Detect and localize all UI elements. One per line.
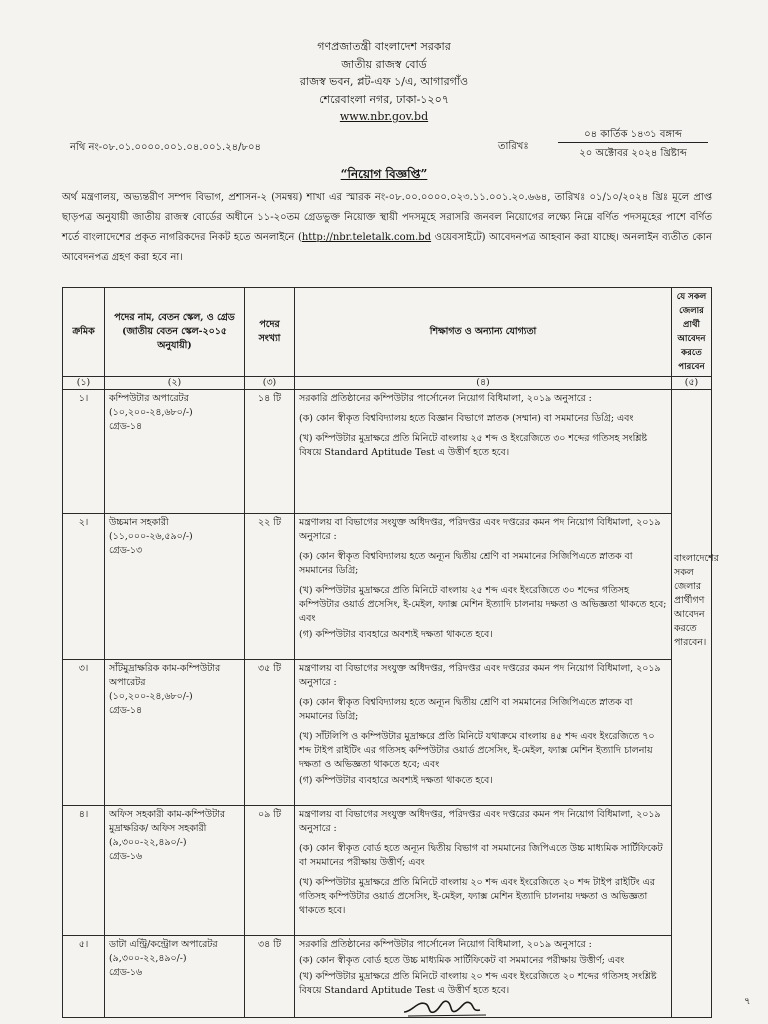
- post-scale: (১০,২০০-২৪,৬৮০/-): [109, 407, 193, 418]
- header-qualification: শিক্ষাগত ও অন্যান্য যোগ্যতা: [295, 288, 672, 377]
- signature-mark-icon: [400, 994, 490, 1020]
- post-name: উচ্চমান সহকারী: [109, 517, 169, 528]
- qualification-line: মন্ত্রণালয় বা বিভাগের সংযুক্ত অধিদপ্তর, পরিদপ্তর এবং দপ্তরের কমন পদ নিয়োগ বিধিমালা, ২০১৯ অনুসারে :: [299, 809, 661, 834]
- header-post: পদের নাম, বেতন স্কেল, ও গ্রেড (জাতীয় বেতন স্কেল-২০১৫ অনুযায়ী): [105, 288, 245, 377]
- teletalk-link[interactable]: http://nbr.teletalk.com.bd: [301, 232, 432, 243]
- intro-text-after: ওয়েবসাইটে) আবেদনপত্র আহবান করা যাচ্ছে। অনলাইন ব্যতীত কোন আবেদনপত্র গ্রহণ করা হবে না।: [62, 232, 712, 263]
- board-name: জাতীয় রাজস্ব বোর্ড: [341, 57, 427, 71]
- header-count: পদের সংখ্যা: [245, 288, 295, 377]
- date-english: ২০ অক্টোবর ২০২৪ খ্রিষ্টাব্দ: [579, 148, 687, 159]
- edge-mark: ৭: [744, 996, 751, 1007]
- row-post: [105, 390, 245, 514]
- qualification-line: (খ) কম্পিউটার মুদ্রাক্ষরে প্রতি মিনিটে বাংলায় ২৫ শব্দ এবং ইংরেজিতে ৩০ শব্দের গতিসহ কম্পিউটার ওয়ার্ড প্রসেসিং, ই-মেইল, ফ্যাক্স মেশিন ইত্যাদি চালনায় দক্ষতা ও অভিজ্ঞতা থাকতে হবে; এবং: [299, 585, 667, 624]
- intro-text: অর্থ মন্ত্রণালয়, অভ্যন্তরীণ সম্পদ বিভাগ, প্রশাসন-২ (সমন্বয়) শাখা এর স্মারক নং-০৮.০০.০০০০.০২৩.১১.০০১.২০.৬৬৪, তারিখঃ ০১/১০/২০২৪ খ্রিঃ মূলে প্রাপ্ত ছাড়পত্র অনুযায়ী জাতীয় রাজস্ব বোর্ডের অধীনে ১১-২০তম গ্রেডভুক্ত নিয়োক্ত স্থায়ী পদসমূহে সরাসরি জনবল নিয়োগের লক্ষ্যে নিম্নে বর্ণিত পদসমূহের পাশে বর্ণিত শর্তে বাংলাদেশের প্রকৃত নাগরিকদের নিকট হতে অনলাইনে (: [62, 192, 712, 243]
- header-districts: যে সকল জেলার প্রার্থী আবেদন করতে পারবেন: [672, 288, 712, 377]
- post-scale: (৯,৩০০-২২,৪৯০/-): [109, 953, 187, 964]
- table-row: [63, 390, 712, 514]
- notice-title: “নিয়োগ বিজ্ঞপ্তি”: [340, 167, 428, 181]
- letterhead: [0, 38, 768, 126]
- qualification-line: সরকারি প্রতিষ্ঠানের কম্পিউটার পার্সোনেল নিয়োগ বিধিমালা, ২০১৯ অনুসারে :: [299, 393, 592, 404]
- address-line: রাজস্ব ভবন, প্লট-এফ ১/এ, আগারগাঁও: [299, 75, 469, 88]
- posts-table: [62, 287, 719, 1018]
- column-number-row: [63, 377, 712, 390]
- qualification-line: (খ) কম্পিউটার মুদ্রাক্ষরে প্রতি মিনিটে বাংলায় ২০ শব্দ এবং ইংরেজিতে ২০ শব্দের গতিসহ সংশ্লিষ্ট বিষয়ে Standard Aptitude Test এ উত্তীর্ণ হতে হবে।: [299, 971, 657, 996]
- qualification-line: (ক) কোন স্বীকৃত বিশ্ববিদ্যালয় হতে অন্যূন দ্বিতীয় শ্রেণি বা সমমানের সিজিপিএতে স্নাতক বা সমমানের ডিগ্রি;: [299, 551, 633, 576]
- col-number: (৫): [672, 377, 712, 390]
- row-qualification: [295, 390, 672, 514]
- qualification-line: (ক) কোন স্বীকৃত বোর্ড হতে অন্যূন দ্বিতীয় বিভাগ বা সমমানের জিপিএতে উচ্চ মাধ্যমিক সার্টিফিকেট বা সমমানের পরীক্ষায় উত্তীর্ণ; এবং: [299, 843, 663, 868]
- row-post: [105, 936, 245, 1018]
- qualification-line: (ক) কোন স্বীকৃত বিশ্ববিদ্যালয় হতে বিজ্ঞান বিভাগে স্নাতক (সম্মান) বা সমমানের ডিগ্রি; এবং: [299, 413, 634, 424]
- row-post: [105, 660, 245, 806]
- row-count: ৩৪ টি: [245, 936, 295, 1018]
- website-link[interactable]: www.nbr.gov.bd: [339, 110, 429, 123]
- post-grade: গ্রেড-১৬: [109, 851, 143, 862]
- post-scale: (৯,৩০০-২২,৪৯০/-): [109, 837, 187, 848]
- row-qualification: [295, 514, 672, 660]
- date-bangla: ০৪ কার্তিক ১৪৩১ বঙ্গাব্দ: [584, 129, 682, 140]
- col-number: (৪): [295, 377, 672, 390]
- post-name: ডাটা এন্ট্রি/কন্ট্রোল অপারেটর: [109, 939, 218, 950]
- post-name: সাঁটমুদ্রাক্ষরিক কাম-কম্পিউটার অপারেটর: [109, 663, 221, 688]
- row-serial: ২।: [63, 514, 105, 660]
- row-districts: [672, 390, 719, 1018]
- row-serial: ৩।: [63, 660, 105, 806]
- row-count: ২২ টি: [245, 514, 295, 660]
- post-grade: গ্রেড-১৩: [109, 545, 143, 556]
- row-post: [105, 806, 245, 936]
- qualification-line: (ক) কোন স্বীকৃত বিশ্ববিদ্যালয় হতে অন্যূন দ্বিতীয় শ্রেণি বা সমমানের সিজিপিএতে স্নাতক বা সমমানের ডিগ্রি;: [299, 697, 633, 722]
- qualification-line: (ক) কোন স্বীকৃত বোর্ড হতে উচ্চ মাধ্যমিক সার্টিফিকেট বা সমমানের পরীক্ষায় উত্তীর্ণ; এবং: [299, 955, 625, 966]
- qualification-line: (খ) কম্পিউটার মুদ্রাক্ষরে প্রতি মিনিটে বাংলায় ২০ শব্দ এবং ইংরেজিতে ২০ শব্দ টাইপ রাইটিং এর গতিসহ কম্পিউটার ওয়ার্ড প্রসেসিং, ই-মেইল, ফ্যাক্স মেশিন ইত্যাদি চালনায় দক্ষতা ও অভিজ্ঞতা থাকতে হবে।: [299, 877, 655, 916]
- row-post: [105, 514, 245, 660]
- row-serial: ৫।: [63, 936, 105, 1018]
- post-scale: (১১,০০০-২৬,৫৯০/-): [109, 531, 193, 542]
- qualification-line: সরকারি প্রতিষ্ঠানের কম্পিউটার পার্সোনেল নিয়োগ বিধিমালা, ২০১৯ অনুসারে :: [299, 939, 592, 950]
- post-scale: (১০,২০০-২৪,৬৮০/-): [109, 691, 193, 702]
- post-grade: গ্রেড-১৪: [109, 421, 143, 432]
- qualification-line: (খ) কম্পিউটার মুদ্রাক্ষরে প্রতি মিনিটে বাংলায় ২৫ শব্দ ও ইংরেজিতে ৩০ শব্দের গতিসহ সংশ্লিষ্ট বিষয়ে Standard Aptitude Test এ উত্তীর্ণ হতে হবে।: [299, 433, 648, 458]
- row-serial: ৪।: [63, 806, 105, 936]
- row-count: ১৪ টি: [245, 390, 295, 514]
- qualification-line: মন্ত্রণালয় বা বিভাগের সংযুক্ত অধিদপ্তর, পরিদপ্তর এবং দপ্তরের কমন পদ নিয়োগ বিধিমালা, ২০১৯ অনুসারে :: [299, 663, 661, 688]
- qualification-line: (গ) কম্পিউটার ব্যবহারে অবশ্যই দক্ষতা থাকতে হবে।: [299, 775, 493, 786]
- qualification-line: (খ) সাঁটলিপি ও কম্পিউটার মুদ্রাক্ষরে প্রতি মিনিটে যথাক্রমে বাংলায় ৪৫ শব্দ এবং ইংরেজিতে ৭০ শব্দ টাইপ রাইটিং এর গতিসহ কম্পিউটার ওয়ার্ড প্রসেসিং, ই-মেইল, ফ্যাক্স মেশিন ইত্যাদি চালনায় দক্ষতা ও অভিজ্ঞতা থাকতে হবে; এবং: [299, 731, 655, 770]
- city-line: শেরেবাংলা নগর, ঢাকা-১২০৭: [319, 92, 449, 106]
- header-serial: ক্রমিক: [63, 288, 105, 377]
- memo-number: নথি নং-০৮.০১.০০০০.০০১.০৪.০০১.২৪/৮০৪: [70, 142, 262, 153]
- date-divider: [558, 142, 708, 143]
- post-name: কম্পিউটার অপারেটর: [109, 393, 189, 404]
- qualification-line: মন্ত্রণালয় বা বিভাগের সংযুক্ত অধিদপ্তর, পরিদপ্তর এবং দপ্তরের কমন পদ নিয়োগ বিধিমালা, ২০১৯ অনুসারে :: [299, 517, 661, 542]
- intro-paragraph: [62, 188, 712, 268]
- row-serial: ১।: [63, 390, 105, 514]
- government-name: গণপ্রজাতন্ত্রী বাংলাদেশ সরকার: [317, 40, 451, 53]
- row-qualification: [295, 660, 672, 806]
- post-grade: গ্রেড-১৬: [109, 967, 143, 978]
- row-qualification: [295, 806, 672, 936]
- post-grade: গ্রেড-১৪: [109, 705, 143, 716]
- row-count: ০৯ টি: [245, 806, 295, 936]
- col-number: (১): [63, 377, 105, 390]
- table-row: [63, 514, 712, 660]
- row-count: ৩৫ টি: [245, 660, 295, 806]
- col-number: (২): [105, 377, 245, 390]
- table-row: [63, 660, 712, 806]
- table-header-row: [63, 288, 712, 377]
- table-row: [63, 806, 712, 936]
- post-name: অফিস সহকারী কাম-কম্পিউটার মুদ্রাক্ষরিক/ অফিস সহকারী: [109, 809, 226, 834]
- qualification-line: (গ) কম্পিউটার ব্যবহারে অবশ্যই দক্ষতা থাকতে হবে।: [299, 629, 493, 640]
- eligibility-text: বাংলাদেশের সকল জেলার প্রার্থীগণ আবেদন করতে পারবেন।: [674, 553, 719, 648]
- col-number: (৩): [245, 377, 295, 390]
- table-row: [63, 936, 712, 1018]
- date-label: তারিখঃ: [498, 141, 529, 152]
